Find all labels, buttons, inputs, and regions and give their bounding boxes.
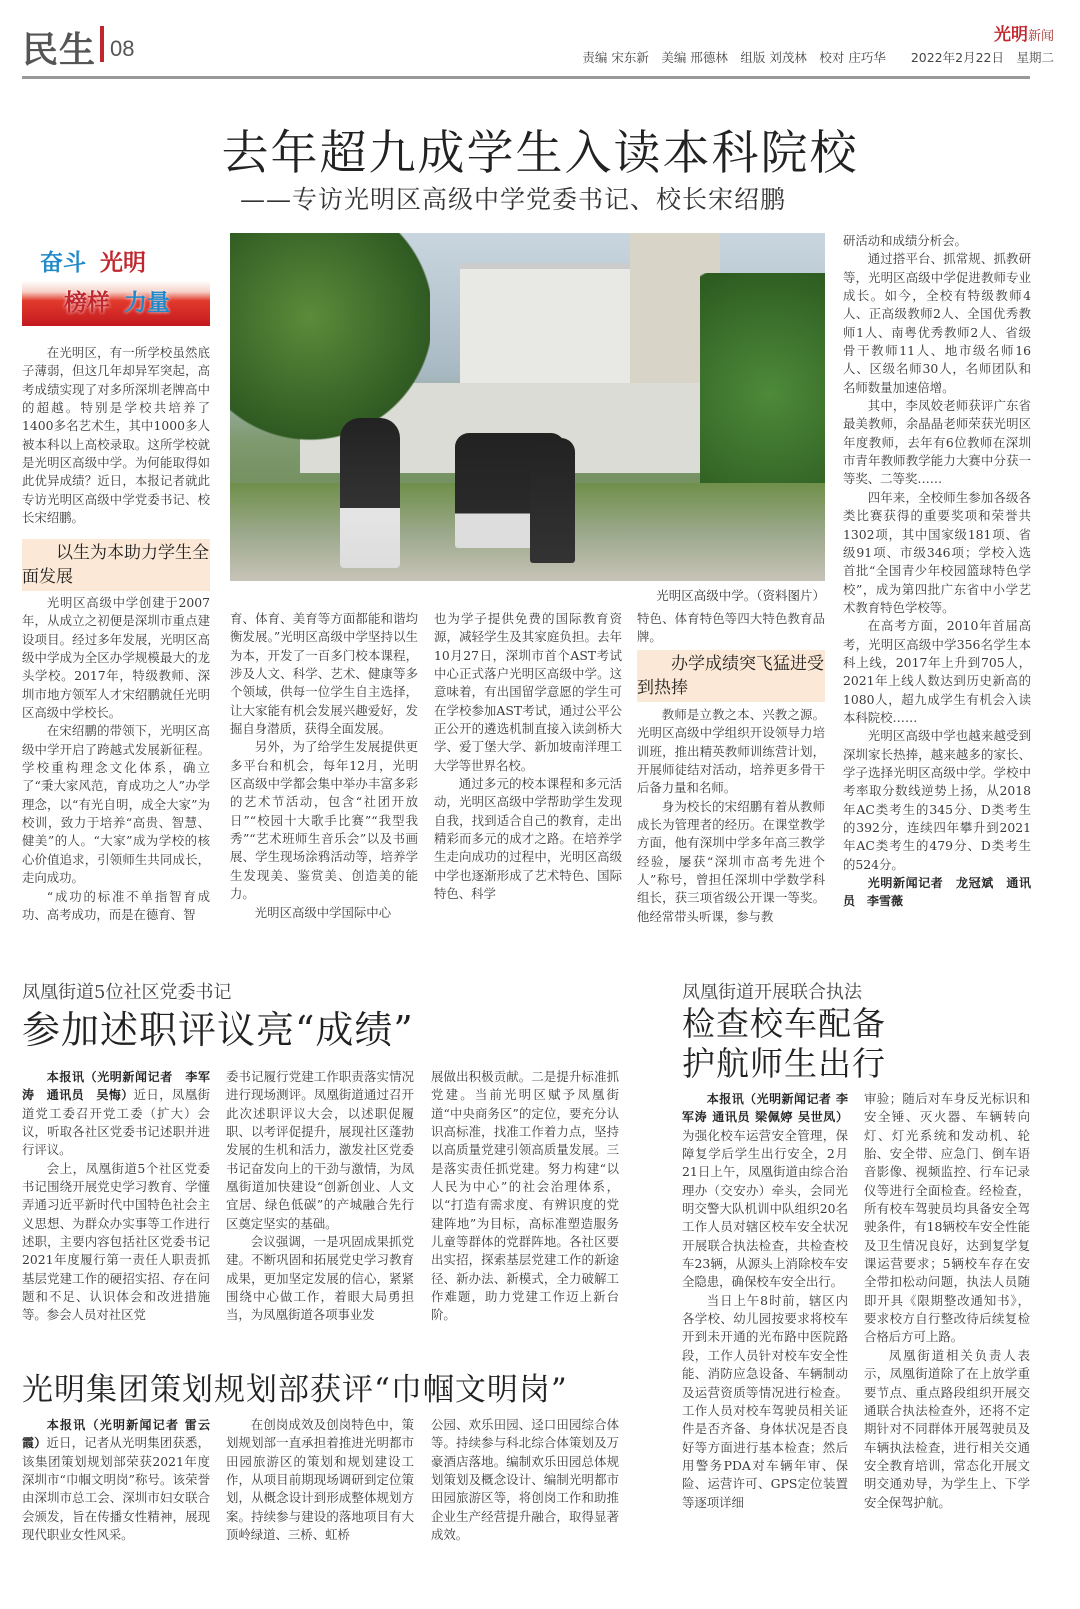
paragraph — [682, 1292, 848, 1512]
paragraph-text: 在创岗成效及创岗特色中，策划规划部一直承担着推进光明都市田园旅游区的策划和规划建设工作，从项目前期现场调研到定位策划，从概念设计到形成整体规划方案。持续参与建设的落地项目有大顶岭绿道、三桥、虹桥 — [226, 1417, 414, 1543]
paragraph-text: 公园、欢乐田园、迳口田园综合体等。持续参与科北综合体策划及万豪酒店落地。编制欢乐田园总体规划策划及概念设计、编制光明都市田园旅游区等，将创岗工作和助推企业生产经营提升融合，取得显著成效。 — [431, 1417, 619, 1543]
paragraph — [431, 1068, 619, 1325]
byline: 本报讯（光明新闻记者 李军涛 通讯员 梁佩婷 吴世凤） — [682, 1092, 848, 1125]
paragraph-text: 研活动和成绩分析会。 — [843, 233, 967, 248]
paragraph-text: 在高考方面，2010年首届高考，光明区高级中学356名学生本科上线，2017年上升到705人，2021年上线人数达到历史新高的1080人，超九成学生有机会入读本科院校…… — [843, 618, 1031, 725]
logo-sub: 新闻 — [1027, 29, 1054, 44]
lead-column-1 — [22, 594, 210, 924]
headline: 去年超九成学生入读本科院校 — [221, 126, 859, 181]
article4-column-3 — [431, 1416, 619, 1544]
paragraph — [864, 1090, 1030, 1347]
paragraph-text: 审验；随后对车身反光标识和安全锤、灭火器、车辆转向灯、灯光系统和发动机、轮胎、安全带、应急门、倒车语音影像、视频监控、行车记录仪等进行全面检查。经检查，所有校车驾驶员均具备安全驾驶条件，有18辆校车安全性能及卫生情况良好，达到复学复课运营要求；5辆校车存在安全带扣松动问题，执法人员随即开具《限期整改通知书》，要求校方自行整改待后续复检合格后方可上路。 — [864, 1091, 1030, 1345]
byline: 本报讯（光明新闻记者 李军涛 通讯员 吴悔） — [22, 1070, 210, 1103]
paragraph — [226, 1233, 414, 1325]
paragraph-text: 另外，为了给学生发展提供更多平台和机会，每年12月，光明区高级中学都会集中举办丰富多彩的艺术节活动，包含“社团开放日”“校园十大歌手比赛”“我型我秀”“艺术班师生音乐会”以及书画展、学生现场涂鸦活动等，培养学生发现美、鉴赏美、创造美的能力。 — [230, 739, 418, 902]
paragraph-text: 凤凰街道相关负责人表示，凤凰街道除了在上放学重要节点、重点路段组织开展交通联合执法检查外，还将不定期针对不同群体开展驾驶员及车辆执法检查，进行相关交通安全教育培训，常态化开展文明交通劝导，为学生上、下学安全保驾护航。 — [864, 1347, 1030, 1510]
paragraph-text: “成功的标准不单指智育成功、高考成功，而是在德育、智 — [22, 888, 210, 922]
paragraph — [434, 775, 622, 903]
logo-main: 光明 — [993, 25, 1028, 45]
paragraph — [843, 489, 1031, 617]
paragraph — [22, 344, 210, 527]
paragraph-text: 近日，记者从光明集团获悉，该集团策划规划部荣获2021年度深圳市“巾帼文明岗”称号。该荣誉由深圳市总工会、深圳市妇女联合会颁发，旨在传播女性精神，展现现代职业女性风采。 — [22, 1435, 210, 1543]
article2-kicker: 凤凰街道5位社区党委书记 — [22, 982, 232, 1003]
article4-title: 光明集团策划规划部获评“巾帼文明岗” — [22, 1372, 568, 1408]
article3-column-1 — [682, 1090, 848, 1512]
paragraph-text: 近日，凤凰街道党工委召开党工委（扩大）会议，听取各社区党委书记述职并进行评议。 — [22, 1087, 210, 1158]
paragraph — [843, 250, 1031, 397]
banner-text-2a: 榜样 — [64, 290, 110, 316]
article4-column-2 — [226, 1416, 414, 1544]
lead-column-4b — [637, 706, 825, 926]
paragraph-text: 当日上午8时前，辖区内各学校、幼儿园按要求将校车开到未开通的光布路中医院路段，工作人员针对校车安全性能、消防应急设备、车辆制动及运营资质等情况进行检查。工作人员对校车驾驶员相关证件是否齐备、身体状况是否良好等方面进行基本检查；然后用警务PDA对车辆年审、保险、运营许可、GPS定位装置等逐项详细 — [682, 1292, 848, 1510]
photo-caption: 光明区高级中学。（资料图片） — [656, 588, 825, 603]
article3-title-line1: 检查校车配备 — [682, 1004, 886, 1043]
paragraph — [230, 738, 418, 903]
newspaper-logo — [994, 20, 1054, 45]
paragraph — [843, 617, 1031, 727]
paragraph — [843, 727, 1031, 874]
paragraph — [226, 1416, 414, 1544]
paragraph-text: 为强化校车运营安全管理，保障复学后学生出行安全，2月21日上午，凤凰街道由综合治理办（交安办）牵头，会同光明交警大队机训中队组织20名工作人员对辖区校车安全状况开展联合执法检查，共检查校车23辆，从源头上消除校车安全隐患，确保校车安全出行。 — [682, 1127, 848, 1290]
paragraph — [431, 1416, 619, 1544]
header-rule — [22, 76, 1030, 79]
paragraph-text: 光明区高级中学创建于2007年，从成立之初便是深圳市重点建设项目。经过多年发展，光明区高级中学成为全区办学规模最大的龙头学校。2017年，特级教师、深圳市地方领军人才宋绍鹏就任光明区高级中学校长。 — [22, 595, 210, 721]
paragraph — [637, 798, 825, 926]
paragraph-text: 教师是立教之本、兴教之源。光明区高级中学组织开设领导力培训班，推出精英教师训练营计划，开展师徒结对活动，培养更多骨干后备力量和名师。 — [637, 707, 825, 796]
paragraph — [843, 874, 1031, 911]
paragraph-text: 其中，李凤姣老师获评广东省最美教师，余晶晶老师荣获光明区年度教师，去年有6位教师在深圳市青年教师教学能力大赛中分获一等奖、二等奖…… — [843, 398, 1031, 487]
paragraph — [22, 594, 210, 722]
lead-column-3 — [434, 610, 622, 904]
section-divider — [100, 26, 104, 62]
lead-subhead-2: 办学成绩突飞猛进受到热捧 — [637, 650, 825, 702]
paragraph — [22, 888, 210, 925]
article2-column-3 — [431, 1068, 619, 1325]
paragraph — [22, 1160, 210, 1325]
paragraph — [637, 610, 825, 647]
article2-title: 参加述职评议亮“成绩” — [22, 1008, 414, 1052]
paragraph-text: 特色、体育特色等四大特色教育品牌。 — [637, 611, 825, 645]
paragraph — [637, 706, 825, 798]
paragraph-text: 会上，凤凰街道5个社区党委书记围绕开展党史学习教育、学懂弄通习近平新时代中国特色社会主义思想、为群众办实事等工作进行述职，主要内容包括社区党委书记2021年度履行第一责任人职责抓基层党建工作的硬招实招、存在问题和不足、认识体会和改进措施等。参会人员对社区党 — [22, 1160, 210, 1323]
article3-column-2 — [864, 1090, 1030, 1512]
paragraph-text: 通过搭平台、抓常规、抓教研等，光明区高级中学促进教师专业成长。如今，全校有特级教师4人、正高级教师2人、全国优秀教师1人、南粤优秀教师2人、省级骨干教师11人、地市级名师16人、区级名师30人，名师团队和名师数量加速倍增。 — [843, 251, 1031, 395]
paragraph-text: 身为校长的宋绍鹏有着从教师成长为管理者的经历。在课堂教学方面，他有深圳中学多年高三教学经验，屡获“深圳市高考先进个人”称号，曾担任深圳中学数学科组长，获三项省级公开课一等奖。他经常带头听课，参与教 — [637, 798, 825, 924]
paragraph-text: 委书记履行党建工作职责落实情况进行现场测评。凤凰街道通过召开此次述职评议大会，以述职促履职、以考评促提升，展现社区蓬勃发展的生机和活力，激发社区党委书记奋发向上的干劲与激情，为凤凰街道加快建设“创新创业、人文宜居、绿色低碳”的产城融合先行区奠定坚实的基础。 — [226, 1069, 414, 1231]
article4-column-1 — [22, 1416, 210, 1544]
paragraph — [864, 1347, 1030, 1512]
article2-column-2 — [226, 1068, 414, 1325]
paragraph-text: 光明区高级中学也越来越受到深圳家长热捧，越来越多的家长、学子选择光明区高级中学。学校中考率取分数线逆势上扬，从2018年AC类考生的345分、D类考生的392分，连续四年攀升到2021年AC类考生的479分、D类考生的524分。 — [843, 728, 1031, 872]
paragraph-text: 在宋绍鹏的带领下，光明区高级中学开启了跨越式发展新征程。学校重构理念文化体系，确立了“秉大家风范，育成功之人”办学理念，以“有光自明，成全大家”为校训，致力于培养“高贵、智慧、健美”的人。“大家”成为学校的核心价值追求，引领师生共同成长，走向成功。 — [22, 723, 210, 886]
paragraph-text: 四年来，全校师生参加各级各类比赛获得的重要奖项和荣誉共1302项，其中国家级181项、省级91项、市级346项；学校入选首批“全国青少年校园篮球特色学校”，成为第四批广东省中小学艺术教育特色学校等。 — [843, 489, 1031, 615]
paragraph-text: 通过多元的校本课程和多元活动，光明区高级中学帮助学生发现自我，找到适合自己的教育，走出精彩而多元的成才之路。在培养学生走向成功的过程中，光明区高级中学也逐渐形成了艺术特色、国际特色、科学 — [434, 776, 622, 902]
lead-column-4a — [637, 610, 825, 647]
paragraph — [843, 232, 1031, 250]
paragraph-text: 展做出积极贡献。二是提升标准抓党建。当前光明区赋予凤凰街道“中央商务区”的定位，要充分认识高标准，找准工作着力点，坚持以高质量党建引领高质量发展。三是落实责任抓党建。努力构建“以人民为中心”的社会治理体系，以“打造有需求度、有辨识度的党建阵地”为目标，高标准塑造服务儿童等群体的党群阵地。各社区要出实招，探索基层党建工作的新途径、新办法、新模式，全力破解工作难题，助力党建工作迈上新台阶。 — [431, 1069, 619, 1323]
paragraph-text: 也为学子提供免费的国际教育资源，减轻学生及其家庭负担。去年10月27日，深圳市首个AST考试中心正式落户光明区高级中学。这意味着，有出国留学意愿的学生可在学校参加AST考试，通过公平公正公开的遴选机制直接入读剑桥大学、爱丁堡大学、新加坡南洋理工大学等世界名校。 — [434, 611, 622, 773]
lead-column-5 — [843, 232, 1031, 911]
lead-subhead-1: 以生为本助力学生全面发展 — [22, 539, 210, 591]
subheadline: ——专访光明区高级中学党委书记、校长宋绍鹏 — [240, 185, 787, 214]
school-photo — [230, 233, 825, 581]
paragraph — [682, 1090, 848, 1292]
paragraph-text: 在光明区，有一所学校虽然底子薄弱，但这几年却异军突起，高考成绩实现了对多所深圳老牌高中的超越。特别是学校共培养了1400多名艺术生，其中1000多人被本科以上高校录取。这所学校就是光明区高级中学。为何能取得如此优异成绩？近日，本报记者就此专访光明区高级中学党委书记、校长宋绍鹏。 — [22, 345, 210, 526]
lead-column-2 — [230, 610, 418, 922]
lead-intro — [22, 344, 210, 527]
paragraph — [230, 610, 418, 738]
paragraph — [226, 1068, 414, 1233]
page-number: 08 — [110, 36, 135, 61]
banner-text-1a: 奋斗 — [40, 250, 86, 276]
paragraph — [22, 1416, 210, 1544]
paragraph-text: 光明区高级中学国际中心 — [254, 904, 392, 920]
section-name: 民生 — [22, 30, 97, 71]
banner-text-1b: 光明 — [100, 250, 146, 276]
byline: 本报讯（光明新闻记者 雷云霞） — [22, 1418, 210, 1451]
editor-credits-date: 责编 宋东新 美编 邢德林 组版 刘茂林 校对 庄巧华 2022年2月22日 星期二 — [582, 50, 1054, 65]
column-banner — [22, 236, 210, 326]
byline: 光明新闻记者 龙冠斌 通讯员 李雪薇 — [843, 876, 1031, 909]
article3-kicker: 凤凰街道开展联合执法 — [682, 982, 862, 1003]
article3-title-line2: 护航师生出行 — [682, 1044, 886, 1083]
paragraph — [434, 610, 622, 775]
paragraph-text: 会议强调，一是巩固成果抓党建。不断巩固和拓展党史学习教育成果，更加坚定发展的信心，紧紧围绕中心做工作，着眼大局勇担当，为凤凰街道各项事业发 — [226, 1234, 414, 1323]
banner-text-2b: 力量 — [124, 290, 170, 316]
article2-column-1 — [22, 1068, 210, 1325]
paragraph — [230, 904, 418, 922]
paragraph — [22, 722, 210, 887]
paragraph — [843, 397, 1031, 489]
paragraph — [22, 1068, 210, 1160]
paragraph-text: 育、体育、美育等方面都能和谐均衡发展。”光明区高级中学坚持以生为本，开发了一百多门校本课程，涉及人文、科学、艺术、健康等多个领域，供每一位学生自主选择，让大家能有机会发展兴趣爱好，发掘自身潜质，获得全面发展。 — [230, 611, 418, 737]
